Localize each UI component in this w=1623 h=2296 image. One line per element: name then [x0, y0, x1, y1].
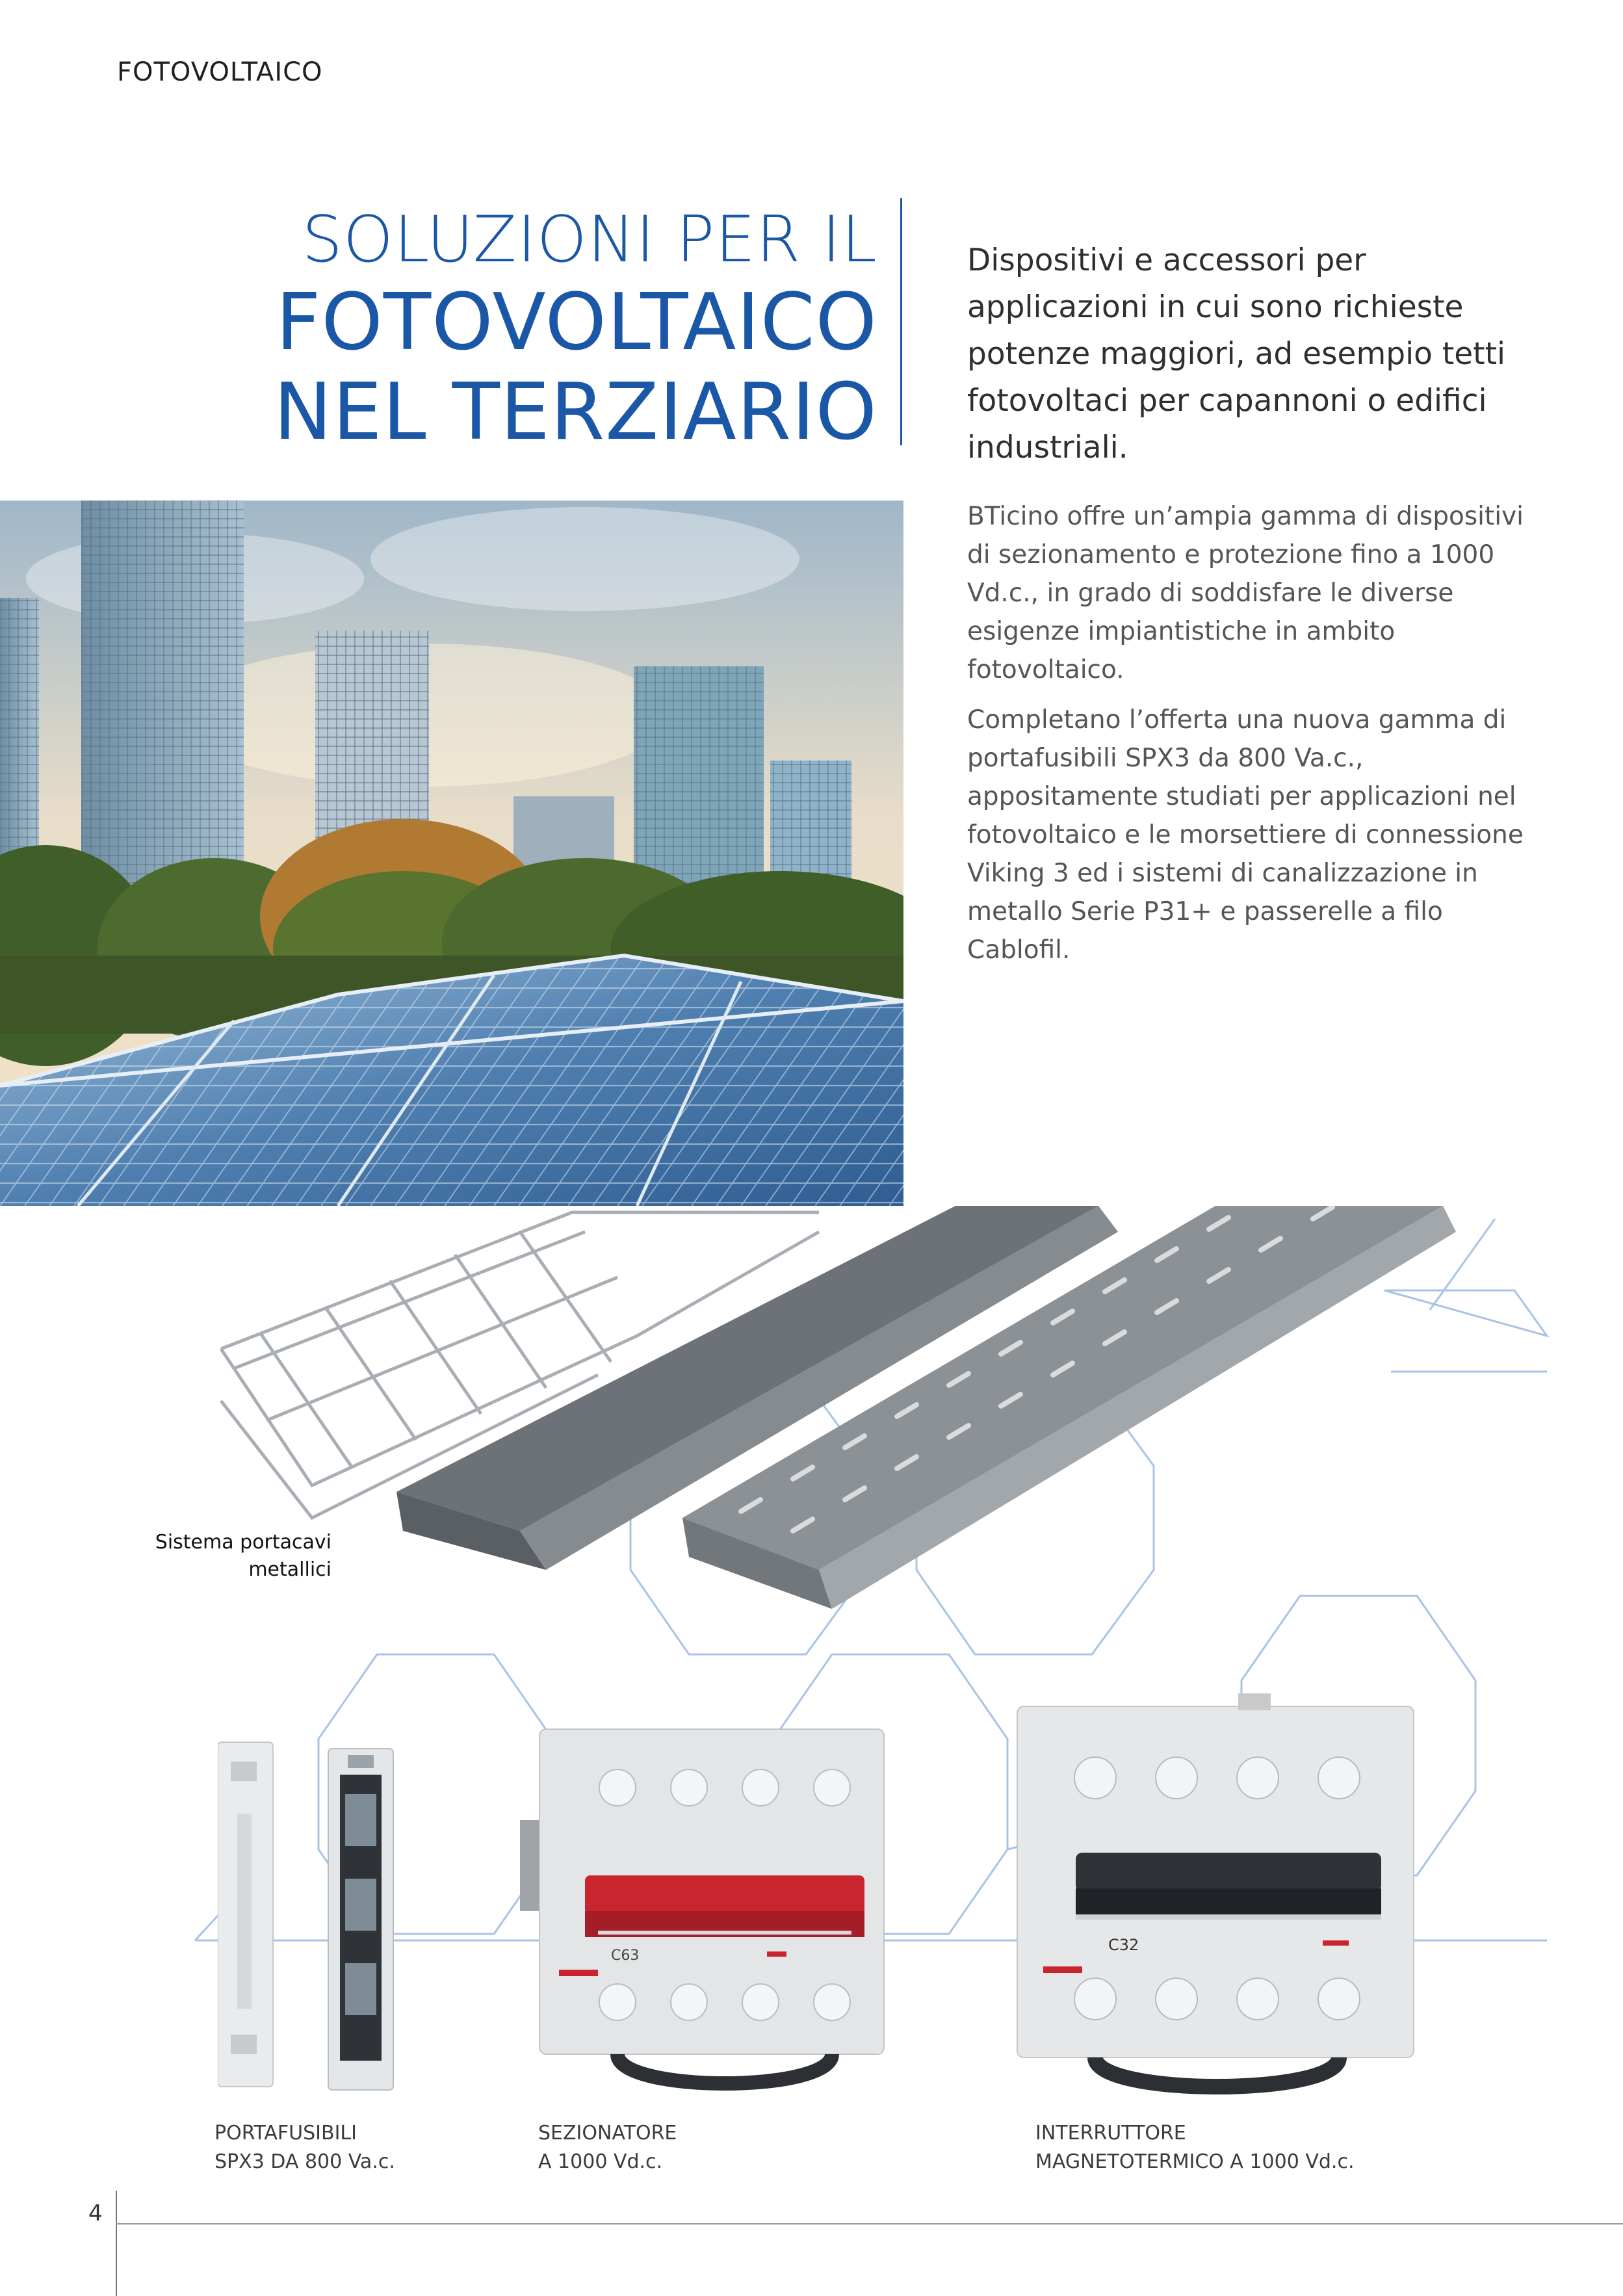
title-line-3: NEL TERZIARIO: [274, 367, 877, 458]
fuse-holder-closed: [218, 1742, 273, 2087]
product-caption-disconnector: [538, 2119, 677, 2176]
body-paragraph-2: Completano l’offerta una nuova gamma di portafusibili SPX3 da 800 Va.c., appositamente studiati per applicazioni nel fotovoltaico e le morsettiere di connessione Viking 3 ed i sistemi di canalizzazione in metallo Serie P31+ e passerelle a filo Cablofil.: [967, 705, 1524, 965]
product-caption-fuse-holder: [214, 2119, 395, 2176]
hero-photo: [0, 501, 903, 1206]
footer-vertical-rule: [116, 2191, 117, 2296]
product-caption-line-2: MAGNETOTERMICO A 1000 Vd.c.: [1035, 2150, 1355, 2173]
breaker-rating-label: C32: [1108, 1936, 1139, 1954]
cable-trays-illustration: [208, 1206, 1456, 1609]
title-line-1: SOLUZIONI PER IL: [302, 203, 877, 277]
page-number: 4: [88, 2200, 103, 2226]
footer-horizontal-rule: [116, 2223, 1623, 2224]
product-caption-line-2: SPX3 DA 800 Va.c.: [214, 2150, 395, 2173]
product-caption-line-1: INTERRUTTORE: [1035, 2122, 1186, 2145]
trays-caption-line-2: metallici: [248, 1558, 331, 1581]
trays-caption: [117, 1529, 331, 1584]
city-solar-illustration: [0, 501, 903, 1206]
section-label: FOTOVOLTAICO: [117, 57, 323, 87]
title-line-2: FOTOVOLTAICO: [276, 278, 877, 368]
title-divider: [900, 198, 902, 445]
body-paragraph-1: BTicino offre un’ampia gamma di dispositivi di sezionamento e protezione fino a 1000 Vd.c., in grado di soddisfare le diverse esigenze impiantistiche in ambito fotovoltaico.: [967, 502, 1524, 685]
product-caption-line-1: PORTAFUSIBILI: [214, 2122, 357, 2145]
trays-caption-line-1: Sistema portacavi: [155, 1531, 331, 1554]
product-caption-line-1: SEZIONATORE: [538, 2122, 677, 2145]
circuit-breaker-illustration: [1011, 1693, 1427, 2096]
disconnector-illustration: [520, 1716, 897, 2093]
page-title: [195, 202, 877, 458]
product-caption-line-2: A 1000 Vd.c.: [538, 2150, 663, 2173]
switch-rating-label: C63: [611, 1948, 640, 1964]
fuse-holders-illustration: [218, 1736, 419, 2100]
lead-paragraph: Dispositivi e accessori per applicazioni in cui sono richieste potenze maggiori, ad esempio tetti fotovoltaci per capannoni o edifici industriali.: [967, 242, 1506, 465]
fuse-holder-open: [328, 1749, 393, 2090]
product-caption-circuit-breaker: [1035, 2119, 1355, 2176]
